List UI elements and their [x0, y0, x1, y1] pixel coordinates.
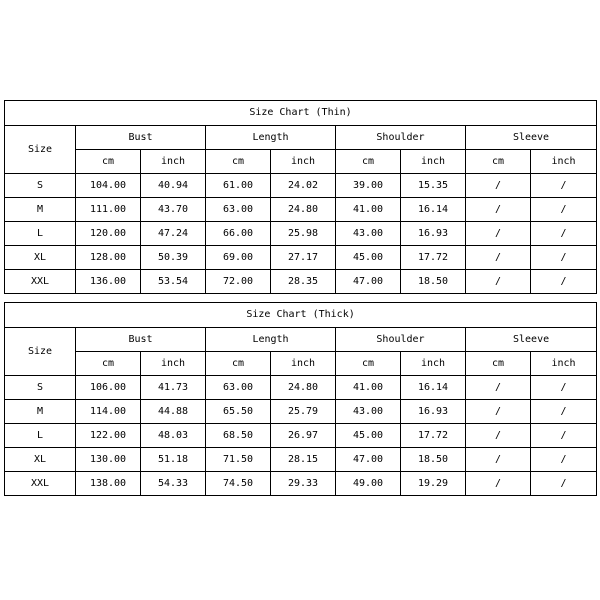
value-cell: 24.80: [271, 198, 336, 222]
group-header-row: [5, 126, 597, 150]
value-cell: /: [466, 270, 531, 294]
value-cell: 44.88: [141, 400, 206, 424]
unit-header: cm: [206, 150, 271, 174]
unit-header: inch: [401, 352, 466, 376]
value-cell: /: [466, 472, 531, 496]
value-cell: 49.00: [336, 472, 401, 496]
table-row: [5, 174, 597, 198]
value-cell: 48.03: [141, 424, 206, 448]
value-cell: 74.50: [206, 472, 271, 496]
value-cell: 122.00: [76, 424, 141, 448]
size-chart-thin-table: [4, 100, 597, 294]
value-cell: 28.15: [271, 448, 336, 472]
table-title-row: [5, 303, 597, 328]
table-row: [5, 376, 597, 400]
value-cell: 120.00: [76, 222, 141, 246]
value-cell: /: [466, 174, 531, 198]
unit-header: cm: [76, 150, 141, 174]
value-cell: 104.00: [76, 174, 141, 198]
unit-header: inch: [141, 150, 206, 174]
group-header-sleeve: Sleeve: [466, 126, 597, 150]
value-cell: /: [531, 270, 597, 294]
value-cell: 69.00: [206, 246, 271, 270]
unit-header: cm: [206, 352, 271, 376]
value-cell: /: [531, 222, 597, 246]
value-cell: 71.50: [206, 448, 271, 472]
size-cell: L: [5, 424, 76, 448]
unit-header: inch: [531, 150, 597, 174]
value-cell: 43.70: [141, 198, 206, 222]
value-cell: 136.00: [76, 270, 141, 294]
table-row: [5, 424, 597, 448]
value-cell: 114.00: [76, 400, 141, 424]
value-cell: 54.33: [141, 472, 206, 496]
table-row: [5, 400, 597, 424]
size-cell: M: [5, 400, 76, 424]
group-header-length: Length: [206, 126, 336, 150]
unit-header: inch: [141, 352, 206, 376]
value-cell: 39.00: [336, 174, 401, 198]
value-cell: 40.94: [141, 174, 206, 198]
size-header: Size: [5, 126, 76, 174]
value-cell: /: [466, 400, 531, 424]
value-cell: /: [466, 222, 531, 246]
value-cell: /: [531, 376, 597, 400]
value-cell: 106.00: [76, 376, 141, 400]
size-cell: L: [5, 222, 76, 246]
value-cell: 19.29: [401, 472, 466, 496]
size-cell: XXL: [5, 270, 76, 294]
value-cell: 17.72: [401, 424, 466, 448]
value-cell: 16.93: [401, 400, 466, 424]
table-title: Size Chart (Thick): [5, 303, 597, 328]
value-cell: 26.97: [271, 424, 336, 448]
value-cell: /: [531, 198, 597, 222]
value-cell: 45.00: [336, 424, 401, 448]
value-cell: 47.24: [141, 222, 206, 246]
group-header-bust: Bust: [76, 328, 206, 352]
table-row: [5, 448, 597, 472]
value-cell: 17.72: [401, 246, 466, 270]
value-cell: 15.35: [401, 174, 466, 198]
value-cell: 16.14: [401, 198, 466, 222]
value-cell: 27.17: [271, 246, 336, 270]
value-cell: 41.00: [336, 376, 401, 400]
unit-header: cm: [466, 352, 531, 376]
value-cell: 68.50: [206, 424, 271, 448]
value-cell: /: [466, 448, 531, 472]
size-cell: XL: [5, 448, 76, 472]
value-cell: 24.02: [271, 174, 336, 198]
value-cell: /: [466, 198, 531, 222]
value-cell: 43.00: [336, 400, 401, 424]
value-cell: 43.00: [336, 222, 401, 246]
value-cell: 25.79: [271, 400, 336, 424]
unit-header: inch: [271, 150, 336, 174]
value-cell: 16.14: [401, 376, 466, 400]
value-cell: 63.00: [206, 376, 271, 400]
group-header-bust: Bust: [76, 126, 206, 150]
value-cell: /: [531, 400, 597, 424]
size-chart-thick-table: [4, 302, 597, 496]
value-cell: /: [466, 376, 531, 400]
value-cell: 28.35: [271, 270, 336, 294]
table-row: [5, 472, 597, 496]
size-cell: M: [5, 198, 76, 222]
table-title: Size Chart (Thin): [5, 101, 597, 126]
value-cell: 29.33: [271, 472, 336, 496]
value-cell: 24.80: [271, 376, 336, 400]
value-cell: 47.00: [336, 448, 401, 472]
value-cell: /: [531, 448, 597, 472]
unit-header: cm: [466, 150, 531, 174]
value-cell: 72.00: [206, 270, 271, 294]
group-header-row: [5, 328, 597, 352]
value-cell: 66.00: [206, 222, 271, 246]
value-cell: /: [531, 174, 597, 198]
value-cell: 61.00: [206, 174, 271, 198]
value-cell: 130.00: [76, 448, 141, 472]
value-cell: 128.00: [76, 246, 141, 270]
size-cell: XXL: [5, 472, 76, 496]
group-header-length: Length: [206, 328, 336, 352]
value-cell: 41.73: [141, 376, 206, 400]
table-row: [5, 222, 597, 246]
value-cell: 53.54: [141, 270, 206, 294]
value-cell: /: [531, 472, 597, 496]
value-cell: 51.18: [141, 448, 206, 472]
value-cell: /: [531, 246, 597, 270]
value-cell: 41.00: [336, 198, 401, 222]
unit-header-row: [5, 352, 597, 376]
table-row: [5, 246, 597, 270]
value-cell: 16.93: [401, 222, 466, 246]
value-cell: 111.00: [76, 198, 141, 222]
unit-header: inch: [271, 352, 336, 376]
unit-header: cm: [76, 352, 141, 376]
value-cell: /: [466, 246, 531, 270]
value-cell: 18.50: [401, 448, 466, 472]
value-cell: /: [531, 424, 597, 448]
unit-header: inch: [531, 352, 597, 376]
group-header-sleeve: Sleeve: [466, 328, 597, 352]
value-cell: /: [466, 424, 531, 448]
group-header-shoulder: Shoulder: [336, 126, 466, 150]
unit-header: cm: [336, 352, 401, 376]
value-cell: 18.50: [401, 270, 466, 294]
value-cell: 47.00: [336, 270, 401, 294]
value-cell: 63.00: [206, 198, 271, 222]
unit-header-row: [5, 150, 597, 174]
value-cell: 45.00: [336, 246, 401, 270]
value-cell: 138.00: [76, 472, 141, 496]
value-cell: 65.50: [206, 400, 271, 424]
size-header: Size: [5, 328, 76, 376]
table-title-row: [5, 101, 597, 126]
table-row: [5, 270, 597, 294]
size-cell: XL: [5, 246, 76, 270]
table-row: [5, 198, 597, 222]
unit-header: cm: [336, 150, 401, 174]
value-cell: 50.39: [141, 246, 206, 270]
size-cell: S: [5, 174, 76, 198]
size-cell: S: [5, 376, 76, 400]
group-header-shoulder: Shoulder: [336, 328, 466, 352]
unit-header: inch: [401, 150, 466, 174]
value-cell: 25.98: [271, 222, 336, 246]
